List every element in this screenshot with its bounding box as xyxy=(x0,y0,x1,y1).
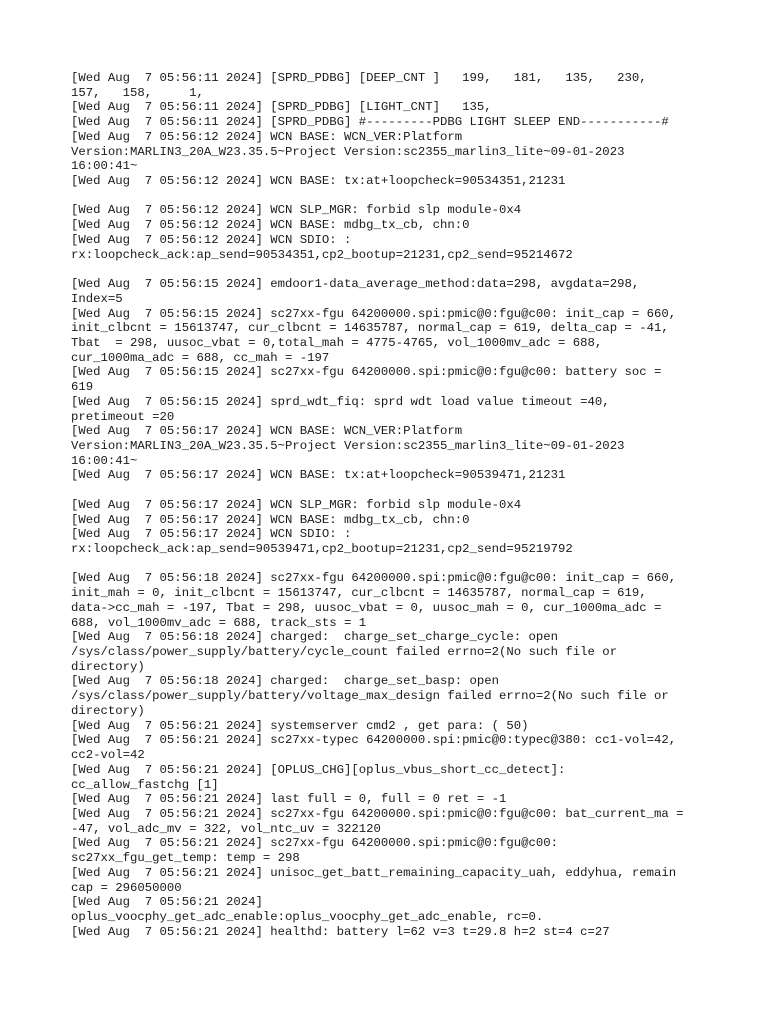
log-line: cur_1000ma_adc = 688, cc_mah = -197 xyxy=(71,350,330,365)
log-line: 157, 158, 1, xyxy=(71,85,204,100)
log-line: Version:MARLIN3_20A_W23.35.5~Project Version:sc2355_marlin3_lite~09-01-2023 xyxy=(71,144,625,159)
log-line: [Wed Aug 7 05:56:21 2024] sc27xx-fgu 64200000.spi:pmic@0:fgu@c00: xyxy=(71,836,559,851)
log-line: [Wed Aug 7 05:56:21 2024] unisoc_get_batt_remaining_capacity_uah, eddyhua, remain xyxy=(71,865,677,880)
log-line: oplus_voocphy_get_adc_enable:oplus_voocphy_get_adc_enable, rc=0. xyxy=(71,909,544,924)
log-line: [Wed Aug 7 05:56:12 2024] WCN SDIO: : xyxy=(71,232,352,247)
log-line: 688, vol_1000mv_adc = 688, track_sts = 1 xyxy=(71,615,367,630)
log-line: [Wed Aug 7 05:56:17 2024] WCN SDIO: : xyxy=(71,527,352,542)
log-line: init_mah = 0, init_clbcnt = 15613747, cur_clbcnt = 14635787, normal_cap = 619, xyxy=(71,586,647,601)
log-line: [Wed Aug 7 05:56:17 2024] WCN BASE: tx:at+loopcheck=90539471,21231 xyxy=(71,468,566,483)
log-line: [Wed Aug 7 05:56:17 2024] WCN SLP_MGR: forbid slp module-0x4 xyxy=(71,497,522,512)
log-line: [Wed Aug 7 05:56:15 2024] sc27xx-fgu 64200000.spi:pmic@0:fgu@c00: init_cap = 660, xyxy=(71,306,677,321)
log-line: /sys/class/power_supply/battery/cycle_count failed errno=2(No such file or xyxy=(71,645,618,660)
log-line: [Wed Aug 7 05:56:12 2024] WCN BASE: tx:at+loopcheck=90534351,21231 xyxy=(71,174,566,189)
log-line xyxy=(71,262,711,277)
log-line: sc27xx_fgu_get_temp: temp = 298 xyxy=(71,851,300,866)
log-line: 619 xyxy=(71,380,94,395)
log-line: directory) xyxy=(71,659,145,674)
log-line: pretimeout =20 xyxy=(71,409,175,424)
log-line: [Wed Aug 7 05:56:11 2024] [SPRD_PDBG] #---------PDBG LIGHT SLEEP END-----------# xyxy=(71,115,669,130)
log-line: [Wed Aug 7 05:56:12 2024] WCN BASE: mdbg_tx_cb, chn:0 xyxy=(71,218,470,233)
log-line: [Wed Aug 7 05:56:21 2024] healthd: battery l=62 v=3 t=29.8 h=2 st=4 c=27 xyxy=(71,924,610,939)
log-line: [Wed Aug 7 05:56:21 2024] last full = 0, full = 0 ret = -1 xyxy=(71,792,507,807)
kernel-log-text xyxy=(71,71,711,939)
log-line: 16:00:41~ xyxy=(71,159,138,174)
log-line: [Wed Aug 7 05:56:21 2024] xyxy=(71,895,263,910)
log-line: [Wed Aug 7 05:56:18 2024] sc27xx-fgu 64200000.spi:pmic@0:fgu@c00: init_cap = 660, xyxy=(71,571,677,586)
log-line: [Wed Aug 7 05:56:18 2024] charged: charge_set_charge_cycle: open xyxy=(71,630,559,645)
log-line: [Wed Aug 7 05:56:21 2024] systemserver cmd2 , get para: ( 50) xyxy=(71,718,529,733)
log-line: rx:loopcheck_ack:ap_send=90534351,cp2_bootup=21231,cp2_send=95214672 xyxy=(71,247,573,262)
log-line: [Wed Aug 7 05:56:21 2024] [OPLUS_CHG][oplus_vbus_short_cc_detect]: xyxy=(71,762,566,777)
log-line: Tbat = 298, uusoc_vbat = 0,total_mah = 4775-4765, vol_1000mv_adc = 688, xyxy=(71,335,603,350)
log-line: [Wed Aug 7 05:56:11 2024] [SPRD_PDBG] [LIGHT_CNT] 135, xyxy=(71,100,492,115)
log-line: rx:loopcheck_ack:ap_send=90539471,cp2_bootup=21231,cp2_send=95219792 xyxy=(71,542,573,556)
log-line: cc_allow_fastchg [1] xyxy=(71,777,219,792)
log-line: cc2-vol=42 xyxy=(71,748,145,763)
log-line: [Wed Aug 7 05:56:12 2024] WCN BASE: WCN_VER:Platform xyxy=(71,129,463,144)
log-line: [Wed Aug 7 05:56:15 2024] emdoor1-data_average_method:data=298, avgdata=298, xyxy=(71,277,640,292)
log-line: [Wed Aug 7 05:56:15 2024] sprd_wdt_fiq: sprd wdt load value timeout =40, xyxy=(71,394,610,409)
log-line xyxy=(71,189,711,204)
log-line xyxy=(71,483,711,498)
log-line: -47, vol_adc_mv = 322, vol_ntc_uv = 322120 xyxy=(71,821,381,836)
log-line xyxy=(71,557,711,572)
log-line: [Wed Aug 7 05:56:11 2024] [SPRD_PDBG] [DEEP_CNT ] 199, 181, 135, 230, xyxy=(71,71,647,85)
log-line: Index=5 xyxy=(71,291,123,306)
log-line: data->cc_mah = -197, Tbat = 298, uusoc_vbat = 0, uusoc_mah = 0, cur_1000ma_adc = xyxy=(71,600,662,615)
log-line: /sys/class/power_supply/battery/voltage_max_design failed errno=2(No such file or xyxy=(71,689,669,704)
log-line: [Wed Aug 7 05:56:18 2024] charged: charge_set_basp: open xyxy=(71,674,500,689)
log-line: cap = 296050000 xyxy=(71,880,182,895)
log-line: [Wed Aug 7 05:56:21 2024] sc27xx-fgu 64200000.spi:pmic@0:fgu@c00: bat_current_ma = xyxy=(71,806,684,821)
log-line: [Wed Aug 7 05:56:12 2024] WCN SLP_MGR: forbid slp module-0x4 xyxy=(71,203,522,218)
log-line: 16:00:41~ xyxy=(71,453,138,468)
log-line: [Wed Aug 7 05:56:17 2024] WCN BASE: mdbg_tx_cb, chn:0 xyxy=(71,512,470,527)
log-line: [Wed Aug 7 05:56:21 2024] sc27xx-typec 64200000.spi:pmic@0:typec@380: cc1-vol=42, xyxy=(71,733,677,748)
log-line: [Wed Aug 7 05:56:15 2024] sc27xx-fgu 64200000.spi:pmic@0:fgu@c00: battery soc = xyxy=(71,365,662,380)
log-line: init_clbcnt = 15613747, cur_clbcnt = 14635787, normal_cap = 619, delta_cap = -41, xyxy=(71,321,669,336)
log-line: directory) xyxy=(71,703,145,718)
log-line: [Wed Aug 7 05:56:17 2024] WCN BASE: WCN_VER:Platform xyxy=(71,424,463,439)
log-line: Version:MARLIN3_20A_W23.35.5~Project Version:sc2355_marlin3_lite~09-01-2023 xyxy=(71,438,625,453)
